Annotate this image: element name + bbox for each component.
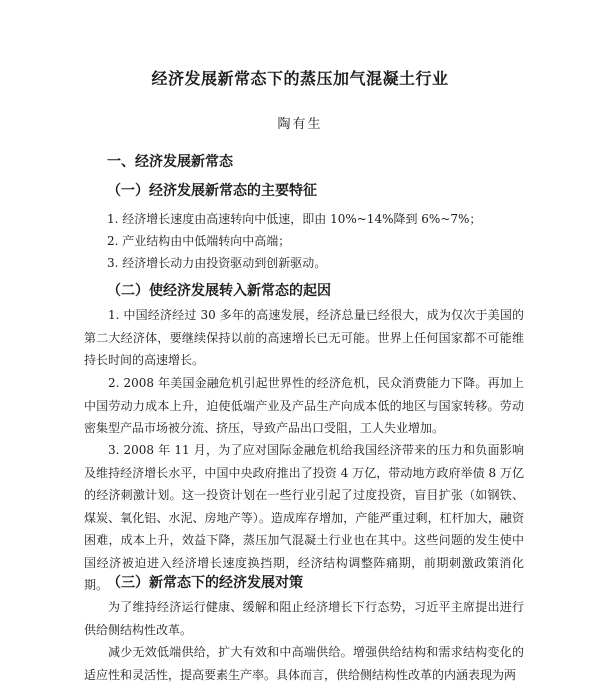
document-title: 经济发展新常态下的蒸压加气混凝土行业 (151, 69, 449, 88)
list-item: 1. 经济增长速度由高速转向中低速，即由 10%~14%降到 6%~7%； (107, 212, 482, 226)
subsection-heading-2: （二）使经济发展转入新常态的起因 (107, 283, 331, 299)
paragraph: 减少无效低端供给，扩大有效和中高端供给。增强供给结构和需求结构变化的适应性和灵活性，提高要素生产率。具体而言，供给侧结构性改革的内涵表现为两 (84, 645, 524, 682)
paragraph: 1. 中国经济经过 30 多年的高速发展，经济总量已经很大，成为仅次于美国的第二大经济体，要继续保持以前的高速增长已无可能。世界上任何国家都不可能维持长时间的高速增长。 (84, 308, 524, 367)
subsection-heading-3: （三）新常态下的经济发展对策 (107, 575, 303, 591)
list-item: 2. 产业结构由中低端转向中高端； (107, 234, 291, 248)
list-item: 3. 经济增长动力由投资驱动到创新驱动。 (107, 256, 327, 270)
paragraph: 为了维持经济运行健康、缓解和阻止经济增长下行态势，习近平主席提出进行供给侧结构性改革。 (84, 600, 524, 637)
subsection-heading-1: （一）经济发展新常态的主要特征 (107, 183, 317, 199)
document-author: 陶有生 (277, 117, 323, 132)
paragraph: 2. 2008 年美国金融危机引起世界性的经济危机，民众消费能力下降。再加上中国劳动力成本上升，迫使低端产业及产品生产向成本低的地区与国家转移。劳动密集型产品市场被分流、挤压，导致产品出口受阻，工人失业增加。 (84, 376, 524, 435)
section-heading-1: 一、经济发展新常态 (107, 154, 233, 170)
paragraph: 3. 2008 年 11 月，为了应对国际金融危机给我国经济带来的压力和负面影响及维持经济增长水平，中国中央政府推出了投资 4 万亿，带动地方政府举债 8 万亿的经济刺激计划。这一投资计划在一些行业引起了过度投资，盲目扩张（如钢铁、煤炭、氧化铝、水泥、房地产等）。造成库存增加，产能严重过剩，杠杆加大，融资困难，成本上升，效益下降，蒸压加气混凝土行业也在其中。这些问题的发生使中国经济被迫进入经济增长速度换挡期，经济结构调整阵痛期，前期刺激政策消化期。 (84, 443, 524, 592)
